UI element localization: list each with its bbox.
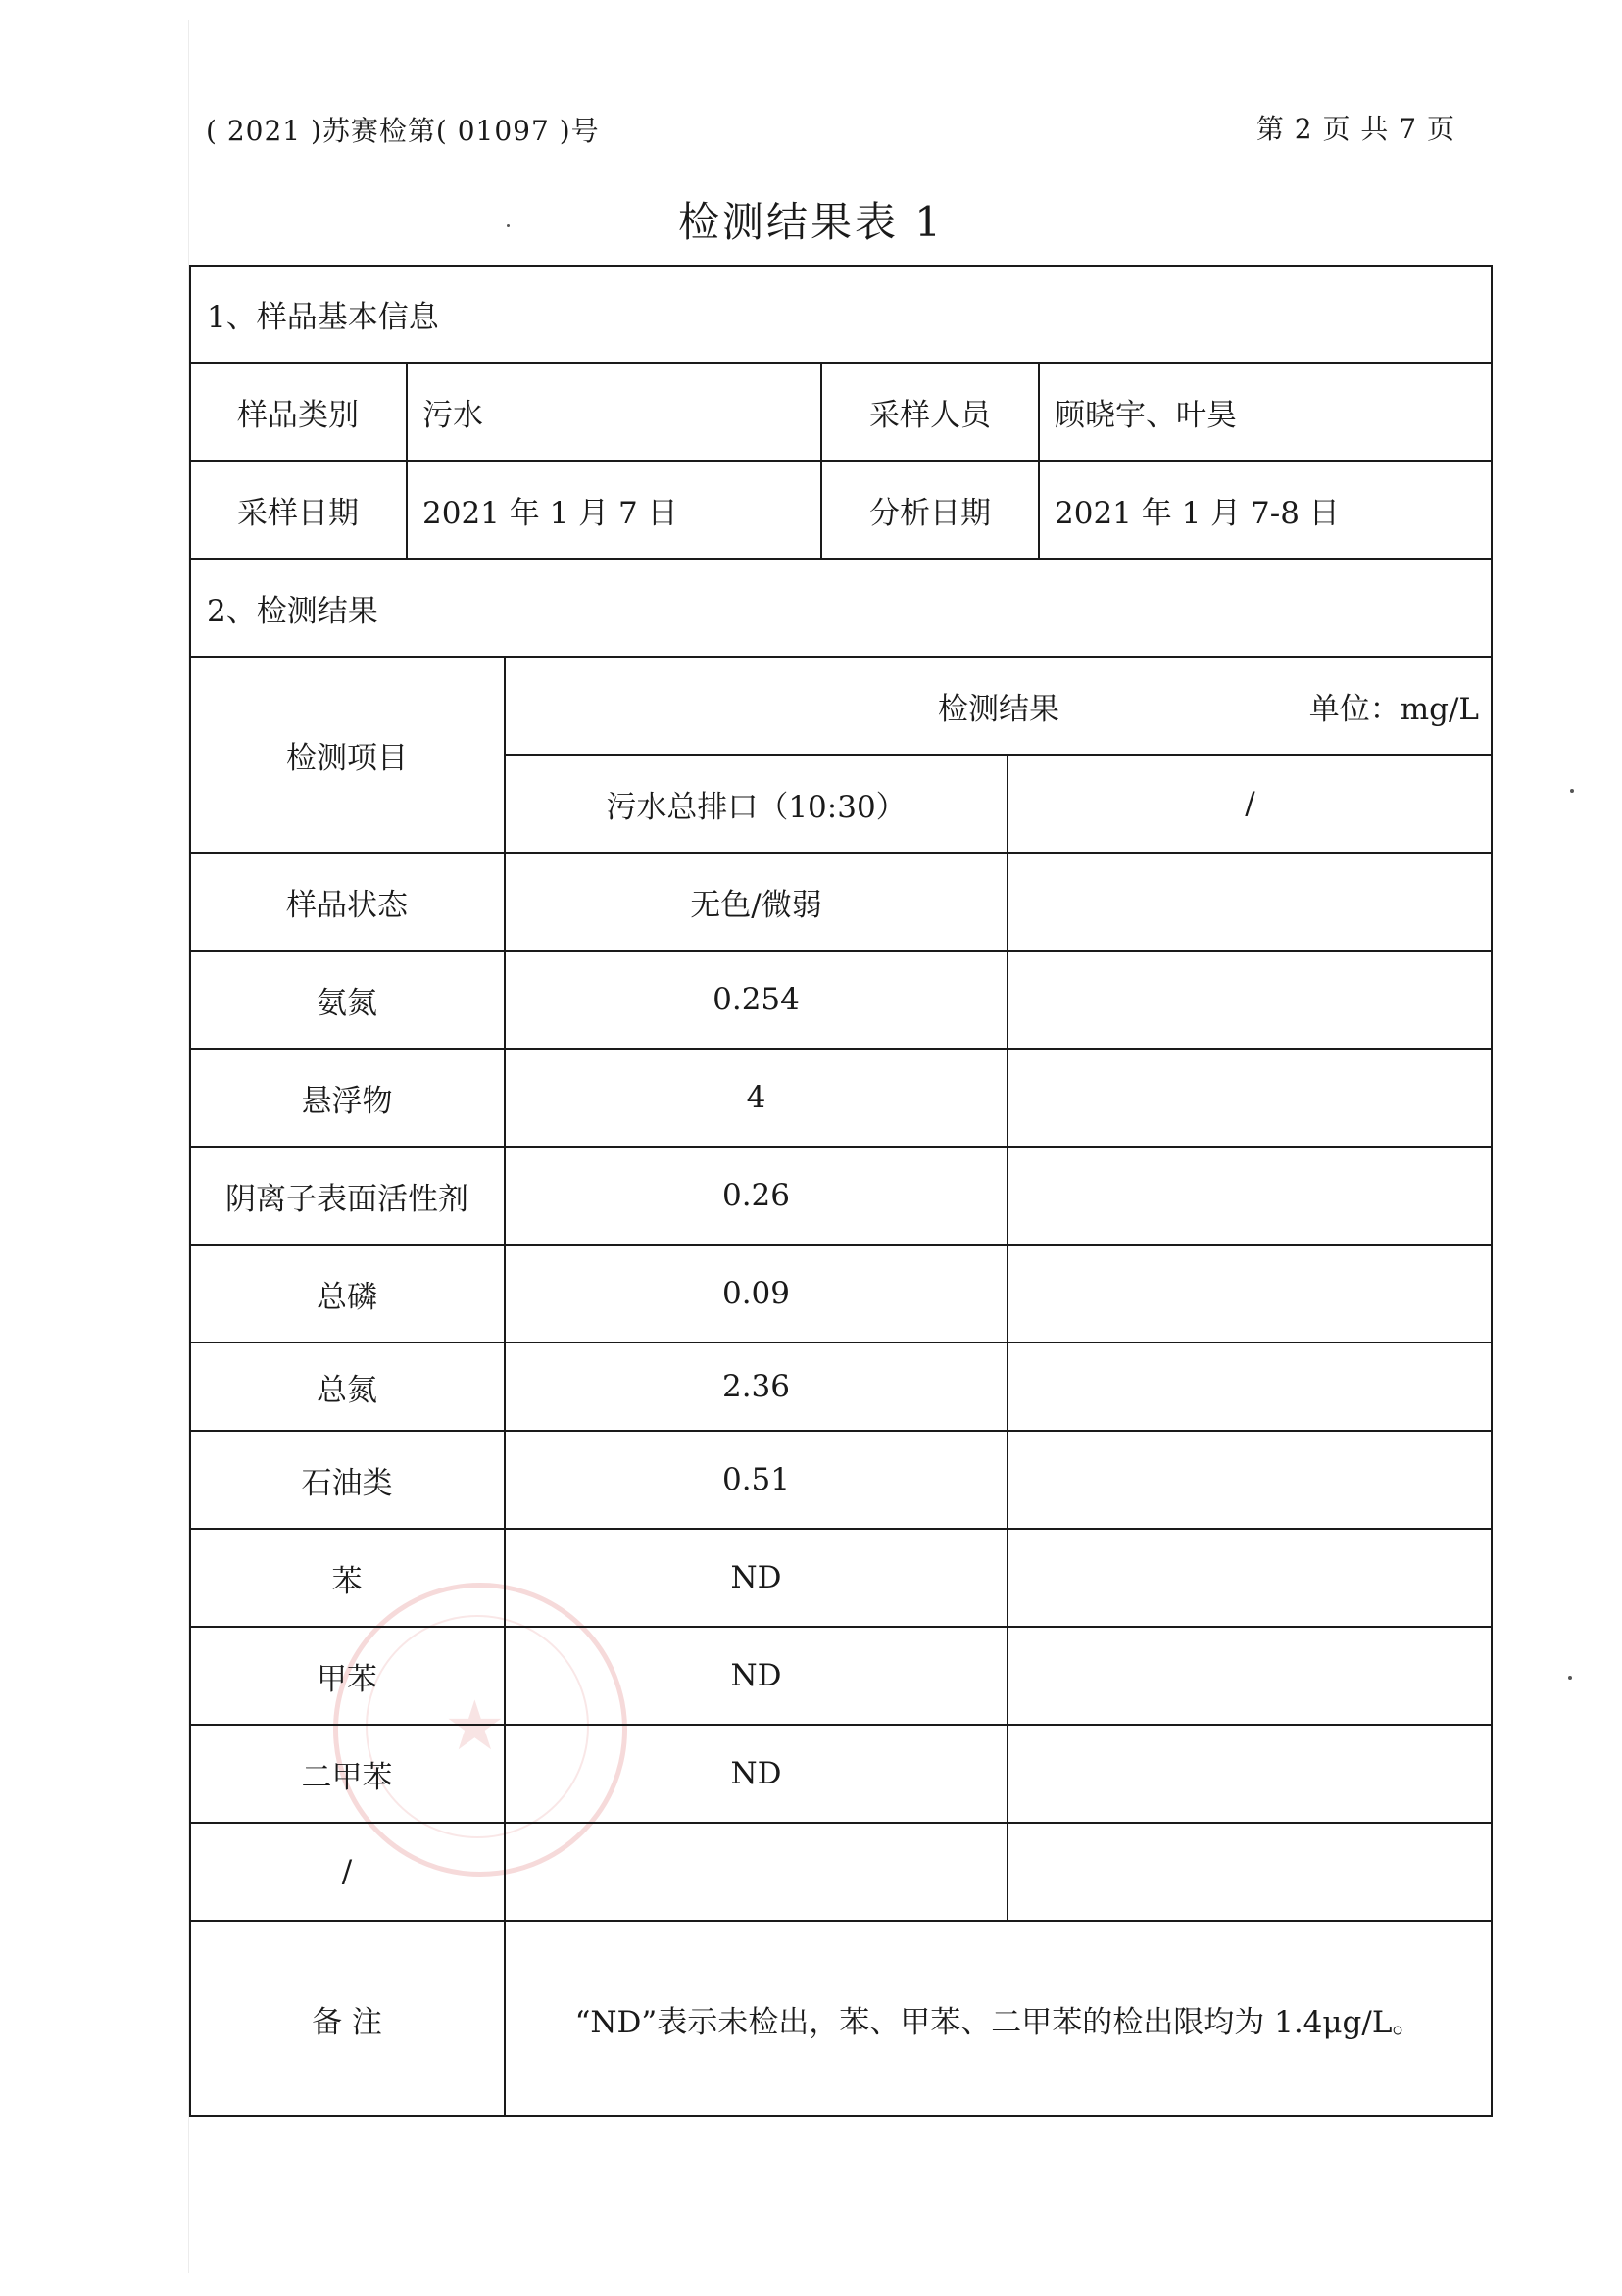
row-value2-total-nitrogen: [1008, 1343, 1493, 1431]
row-value-anionic-surfactant: 0.26: [721, 1178, 791, 1213]
row-item-suspended-solids: 悬浮物: [301, 1083, 393, 1119]
row-value-suspended-solids: 4: [746, 1080, 766, 1115]
row-value-total-phosphorus: 0.09: [721, 1276, 791, 1311]
section1-heading: 1、样品基本信息: [207, 299, 439, 335]
row-item-benzene: 苯: [331, 1563, 363, 1599]
row-value2-total-phosphorus: [1008, 1245, 1493, 1343]
row-item-total-nitrogen: 总氮: [317, 1372, 377, 1408]
row-item-ammonia: 氨氮: [317, 985, 377, 1021]
row-item-total-phosphorus: 总磷: [317, 1279, 377, 1315]
report-number: ( 2021 )苏赛检第( 01097 )号: [206, 115, 600, 147]
remark-text: “ND”表示未检出，苯、甲苯、二甲苯的检出限均为 1.4μg/L。: [574, 2004, 1423, 2040]
sampler-value: 顾晓宇、叶昊: [1055, 397, 1237, 433]
row-value-toluene: ND: [730, 1658, 782, 1693]
row-value2-ammonia: [1008, 951, 1493, 1049]
page-indicator: 第 2 页 共 7 页: [1255, 113, 1455, 145]
row-value-sample-state: 无色/微弱: [690, 887, 822, 923]
seal-star-icon: ★: [444, 1685, 506, 1766]
sampler-label: 采样人员: [869, 397, 991, 433]
row-item-sample-state: 样品状态: [286, 887, 408, 923]
scan-speck: [1568, 1676, 1572, 1680]
row-value2-xylene: [1008, 1725, 1493, 1823]
result-column-header: 检测结果: [938, 691, 1059, 727]
scan-speck: [507, 224, 510, 227]
sampling-point-2: /: [1245, 786, 1255, 821]
sample-type-label: 样品类别: [237, 397, 359, 433]
row-value2-petroleum: [1008, 1431, 1493, 1529]
sample-date-label: 采样日期: [237, 495, 359, 531]
sample-type-value: 污水: [422, 397, 483, 433]
row-value-xylene: ND: [730, 1756, 782, 1791]
item-column-header: 检测项目: [286, 740, 408, 776]
unit-label: 单位：mg/L: [1308, 691, 1479, 727]
row-value2-anionic-surfactant: [1008, 1147, 1493, 1245]
row-item-toluene: 甲苯: [317, 1661, 377, 1697]
row-value-total-nitrogen: 2.36: [721, 1369, 791, 1404]
row-value-benzene: ND: [730, 1560, 782, 1595]
page-title: 检测结果表 1: [677, 198, 945, 246]
row-value2-blank: [1008, 1823, 1493, 1921]
row-item-anionic-surfactant: 阴离子表面活性剂: [225, 1181, 468, 1217]
scan-speck: [1570, 789, 1574, 793]
analysis-date-label: 分析日期: [869, 495, 991, 531]
row-value-blank: [505, 1823, 1008, 1921]
sampling-point-1: 污水总排口（10:30）: [606, 789, 907, 825]
row-value2-suspended-solids: [1008, 1049, 1493, 1147]
row-value-ammonia: 0.254: [713, 982, 800, 1017]
remark-label: 备 注: [312, 2004, 382, 2040]
section2-heading: 2、检测结果: [207, 593, 378, 629]
row-item-xylene: 二甲苯: [301, 1759, 393, 1795]
sample-date-value: 2021 年 1 月 7 日: [422, 495, 678, 531]
row-value2-toluene: [1008, 1627, 1493, 1725]
row-value2-sample-state: [1008, 853, 1493, 951]
analysis-date-value: 2021 年 1 月 7-8 日: [1055, 495, 1340, 531]
row-item-blank: /: [341, 1854, 353, 1889]
results-table: [189, 265, 1493, 2117]
row-item-petroleum: 石油类: [301, 1465, 393, 1501]
row-value-petroleum: 0.51: [721, 1462, 791, 1497]
row-value2-benzene: [1008, 1529, 1493, 1627]
